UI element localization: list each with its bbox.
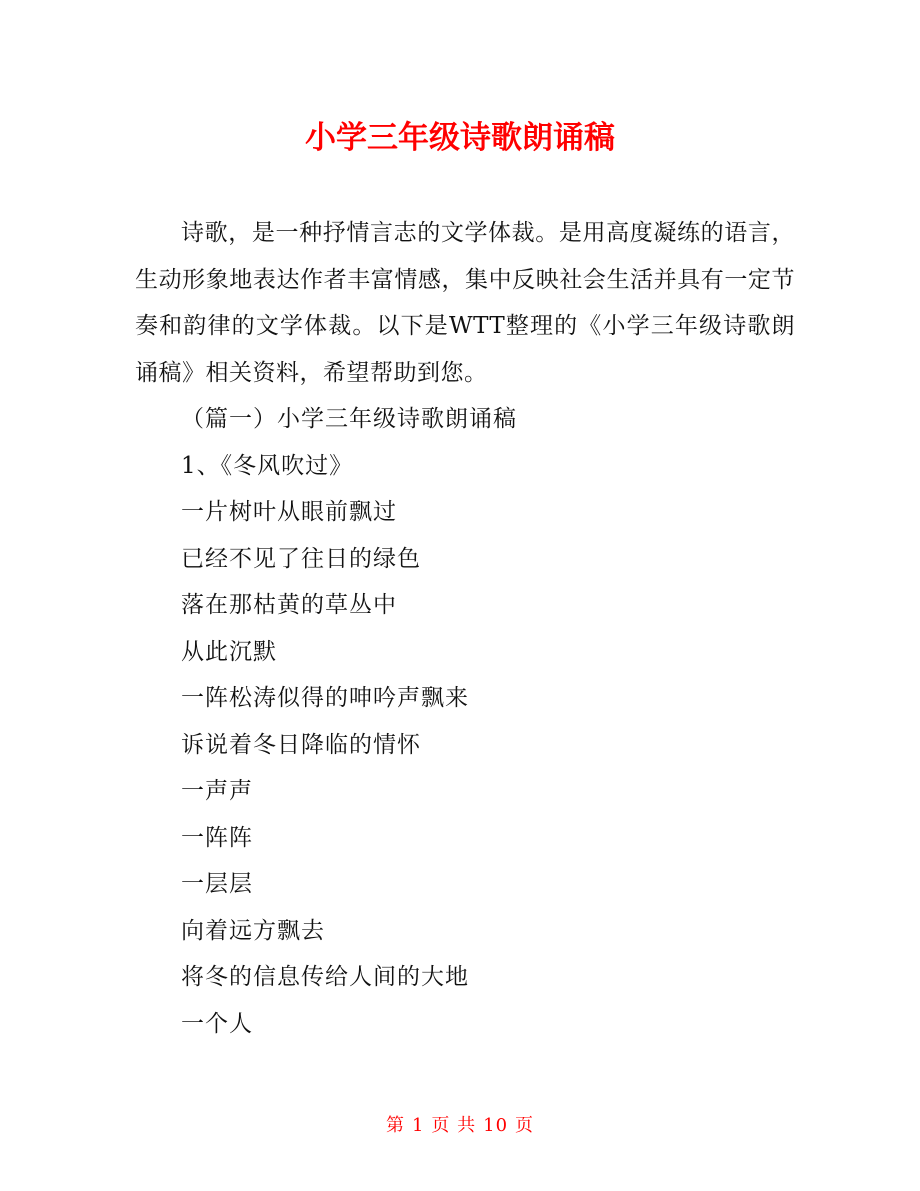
page-label-prefix: 第 (385, 1115, 405, 1136)
poem-title: 1、《冬风吹过》 (181, 452, 354, 479)
poem-line: 一声声 (181, 778, 253, 804)
poem-line: 落在那枯黄的草丛中 (181, 592, 397, 618)
document-body (135, 210, 795, 1047)
section-heading: （篇一）小学三年级诗歌朗诵稿 (181, 406, 517, 432)
poem-line: 一片树叶从眼前飘过 (181, 499, 397, 525)
poem-line: 已经不见了往日的绿色 (181, 545, 421, 572)
current-page-number: 1 (411, 1115, 425, 1136)
poem-line: 向着远方飘去 (181, 917, 325, 944)
page-footer (0, 1112, 920, 1140)
total-pages-number: 10 (483, 1115, 509, 1136)
poem-line: 一阵阵 (181, 824, 253, 851)
poem-line: 一阵松涛似得的呻吟声飘来 (181, 685, 469, 711)
intro-paragraph: 诗歌，是一种抒情言志的文学体裁。是用高度凝练的语言，生动形象地表达作者丰富情感，集中反映社会生活并具有一定节奏和韵律的文学体裁。以下是WTT整理的《小学三年级诗歌朗诵稿》相关资料，希望帮助到您。 (135, 220, 795, 386)
poem-line: 一层层 (181, 871, 253, 897)
poem-line: 从此沉默 (181, 638, 277, 665)
page-label-mid: 页 共 (431, 1115, 477, 1136)
page-label-suffix: 页 (515, 1115, 535, 1136)
poem-line: 将冬的信息传给人间的大地 (181, 964, 469, 990)
poem-line: 一个人 (181, 1010, 253, 1037)
poem-line: 诉说着冬日降临的情怀 (181, 731, 421, 758)
document-title: 小学三年级诗歌朗诵稿 (305, 120, 615, 156)
